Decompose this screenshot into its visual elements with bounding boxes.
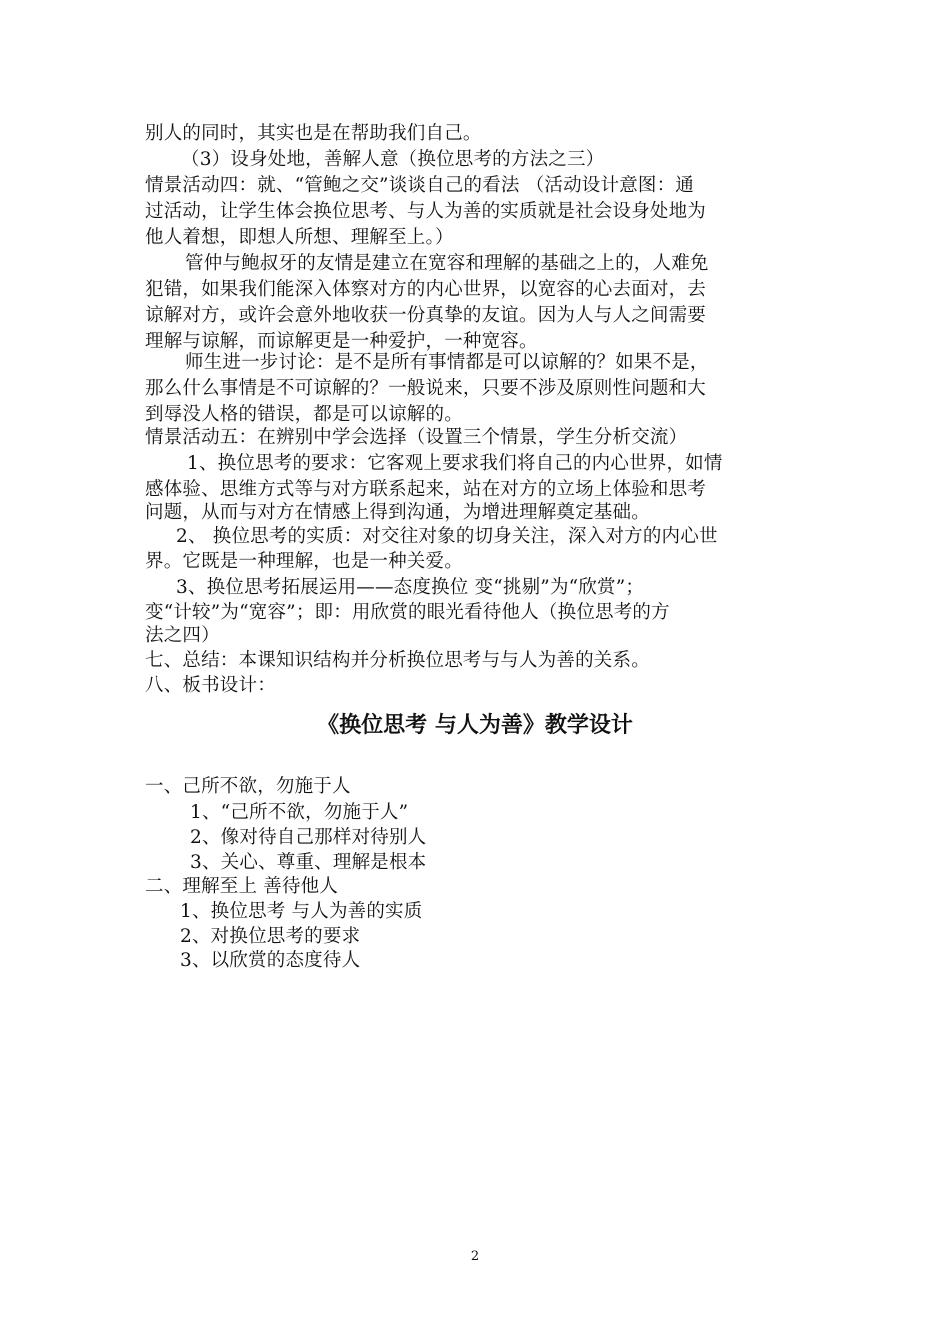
body-line: 问题，从而与对方在情感上得到沟通，为增进理解奠定基础。 [145, 502, 650, 523]
body-line: 那么什么事情是不可谅解的？一般说来，只要不涉及原则性问题和大 [145, 378, 707, 399]
body-line: 到辱没人格的错误，都是可以谅解的。 [145, 404, 463, 425]
board-item: 3、关心、尊重、理解是根本 [190, 852, 427, 873]
board-item: 2、对换位思考的要求 [180, 926, 361, 947]
body-line: 界。它既是一种理解，也是一种关爱。 [145, 551, 463, 572]
body-line: 谅解对方，或许会意外地收获一份真挚的友谊。因为人与人之间需要 [145, 305, 707, 326]
body-line: 他人着想，即想人所想、理解至上。） [145, 227, 454, 248]
board-item: 1、“己所不欲，勿施于人” [190, 802, 409, 823]
body-line: 情景活动五：在辨别中学会选择（设置三个情景，学生分析交流） [145, 427, 688, 448]
body-line: 过活动，让学生体会换位思考、与人为善的实质就是社会设身处地为 [145, 201, 707, 222]
board-item: 3、以欣赏的态度待人 [180, 950, 361, 971]
body-line: 管仲与鲍叔牙的友情是建立在宽容和理解的基础之上的，人难免 [185, 253, 709, 274]
board-item: 2、像对待自己那样对待别人 [190, 827, 427, 848]
body-line: 3、换位思考拓展运用——态度换位 变“挑剔”为“欣赏”； [176, 577, 645, 598]
body-line: 理解与谅解，而谅解更是一种爱护，一种宽容。 [145, 331, 538, 352]
board-item: 1、换位思考 与人为善的实质 [180, 901, 423, 922]
body-line: 变“计较”为“宽容”；即：用欣赏的眼光看待他人（换位思考的方 [145, 602, 670, 623]
board-heading: 二、理解至上 善待他人 [145, 876, 339, 897]
body-line: 2、 换位思考的实质：对交往对象的切身关注，深入对方的内心世 [176, 526, 718, 547]
body-line: 法之四） [145, 625, 220, 646]
board-title: 《换位思考 与人为善》教学设计 [317, 712, 633, 738]
body-line: 1、换位思考的要求：它客观上要求我们将自己的内心世界，如情 [187, 453, 723, 474]
page-number: 2 [470, 1249, 480, 1264]
body-line: （3）设身处地，善解人意（换位思考的方法之三） [181, 149, 605, 170]
body-line: 感体验、思维方式等与对方联系起来，站在对方的立场上体验和思考 [145, 479, 707, 500]
body-line: 犯错，如果我们能深入体察对方的内心世界，以宽容的心去面对，去 [145, 279, 707, 300]
board-heading: 一、己所不欲，勿施于人 [145, 776, 351, 797]
body-line: 师生进一步讨论：是不是所有事情都是可以谅解的？如果不是， [185, 352, 709, 373]
body-line: 情景活动四：就、“管鲍之交”谈谈自己的看法 （活动设计意图：通 [145, 175, 694, 196]
body-line: 别人的同时，其实也是在帮助我们自己。 [145, 123, 482, 144]
body-line: 八、板书设计： [145, 675, 276, 696]
body-line: 七、总结：本课知识结构并分析换位思考与与人为善的关系。 [145, 650, 650, 671]
